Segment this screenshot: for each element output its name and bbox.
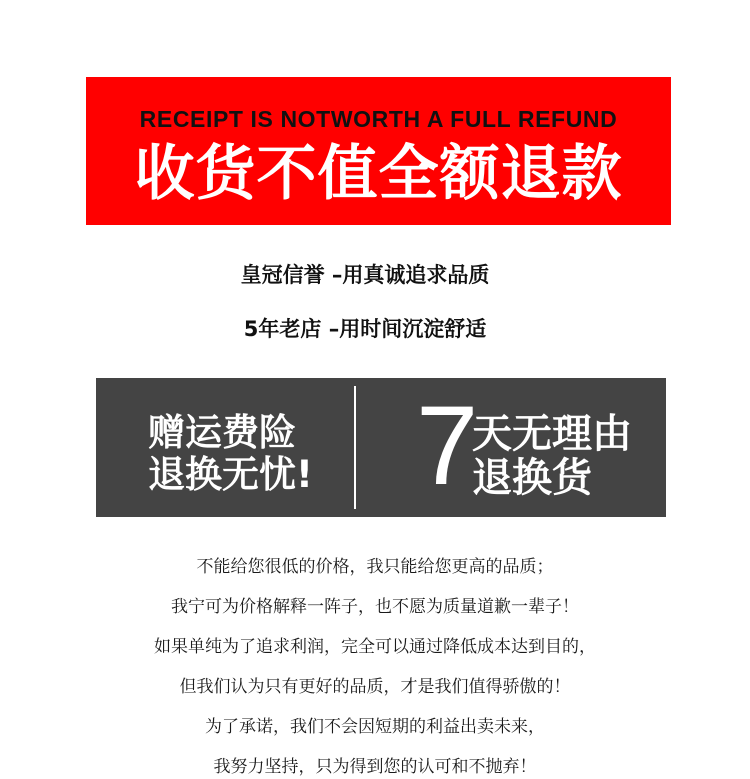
panel-divider bbox=[354, 386, 356, 509]
paragraph-line: 我努力坚持，只为得到您的认可和不抛弃！ bbox=[213, 757, 537, 777]
shipping-insurance-line-2: 退换无忧! bbox=[148, 453, 313, 496]
paragraph-line: 但我们认为只有更好的品质，才是我们值得骄傲的！ bbox=[179, 677, 571, 697]
banner-english-title: RECEIPT IS NOTWORTH A FULL REFUND bbox=[139, 106, 618, 132]
shipping-insurance-text bbox=[148, 412, 348, 496]
seven-day-return-line-2: 退换货 bbox=[472, 455, 592, 501]
refund-banner bbox=[86, 77, 671, 225]
shipping-insurance-line-1: 赠运费险 bbox=[148, 411, 296, 454]
seven-day-return-text bbox=[472, 412, 632, 500]
paragraph-line: 如果单纯为了追求利润，完全可以通过降低成本达到目的， bbox=[154, 637, 596, 657]
seven-day-number: 7 bbox=[416, 383, 479, 508]
paragraph-line: 不能给您很低的价格，我只能给您更高的品质； bbox=[196, 557, 554, 577]
slogan-crown-reputation: 皇冠信誉 –用真诚追求品质 bbox=[240, 263, 490, 287]
banner-chinese-title: 收货不值全额退款 bbox=[134, 139, 623, 209]
promo-panel bbox=[96, 378, 666, 517]
paragraph-line: 为了承诺，我们不会因短期的利益出卖未来， bbox=[205, 717, 545, 737]
slogan-five-year-store: 5年老店 –用时间沉淀舒适 bbox=[243, 317, 487, 341]
seven-day-return-line-1: 天无理由 bbox=[472, 411, 632, 457]
paragraph-line: 我宁可为价格解释一阵子，也不愿为质量道歉一辈子！ bbox=[171, 597, 579, 617]
